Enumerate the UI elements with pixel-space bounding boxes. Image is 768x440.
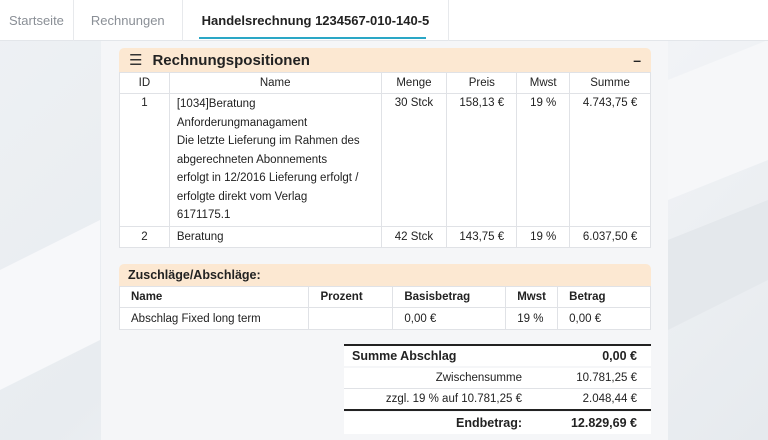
position-preis: 143,75 € [447,227,517,248]
surcharge-basis: 0,00 € [393,308,506,330]
column-header: Menge [381,73,447,94]
table-row [120,94,651,227]
column-header: Prozent [309,287,393,308]
tab-handelsrechnung[interactable]: Handelsrechnung 1234567-010-140-5 [183,0,450,41]
surcharge-prozent [309,308,393,330]
position-summe: 6.037,50 € [570,227,651,248]
subtotal-label: Zwischensumme [435,372,522,384]
position-name [169,227,381,248]
surcharges-title: Zuschläge/Abschläge: [128,268,261,282]
position-summe: 4.743,75 € [570,94,651,227]
column-header: Summe [570,73,651,94]
collapse-button[interactable]: – [633,52,641,68]
tab-bar [0,0,768,41]
position-name [169,94,381,227]
subtotal-row [344,368,651,389]
tax-label: zzgl. 19 % auf 10.781,25 € [385,393,522,405]
column-header: ID [120,73,170,94]
name-line: abgerechneten Abonnements [176,153,328,166]
invoice-panel [101,41,668,440]
surcharge-betrag: 0,00 € [558,308,651,330]
name-line: 6171175.1 [176,209,231,221]
surcharge-mwst: 19 % [506,308,558,330]
total-value: 12.829,69 € [570,416,637,430]
column-header: Preis [447,73,517,94]
surcharge-name: Abschlag Fixed long term [120,308,309,330]
total-row [344,412,651,434]
column-header: Name [120,287,309,308]
name-line: Die letzte Lieferung im Rahmen des [176,135,360,147]
position-id: 1 [120,94,170,227]
summary-title: Summe Abschlag [352,349,457,363]
table-row [120,308,651,330]
column-header: Mwst [517,73,570,94]
menu-icon[interactable]: ☰ [129,52,143,69]
surcharges-table [119,286,651,330]
position-id: 2 [120,227,170,248]
positions-title: Rechnungspositionen [152,51,310,69]
summary-title-value: 0,00 € [602,349,637,363]
position-menge: 42 Stck [381,227,447,248]
position-preis: 158,13 € [447,94,517,227]
name-line: erfolgt in 12/2016 Lieferung erfolgt / [176,172,359,184]
tab-startseite[interactable]: Startseite [0,0,74,41]
column-header: Betrag [558,287,651,308]
surcharges-header [119,264,651,286]
name-line: Anforderungmanagament [176,116,308,129]
table-row [120,227,651,248]
column-header: Name [169,73,381,94]
column-header: Mwst [506,287,558,308]
position-menge: 30 Stck [381,94,447,227]
total-label: Endbetrag: [456,416,522,430]
positions-header [119,48,651,72]
tab-rechnungen[interactable]: Rechnungen [74,0,183,41]
position-mwst: 19 % [517,227,570,248]
column-header: Basisbetrag [393,287,506,308]
position-mwst: 19 % [517,94,570,227]
name-line: erfolgte direkt vom Verlag [176,190,308,203]
name-line: [1034]Beratung [176,98,256,110]
summary-header [344,344,651,366]
subtotal-value: 10.781,25 € [576,372,637,384]
positions-table [119,72,651,248]
name-line: Beratung [176,230,224,243]
tax-row [344,389,651,411]
tax-value: 2.048,44 € [582,393,637,405]
